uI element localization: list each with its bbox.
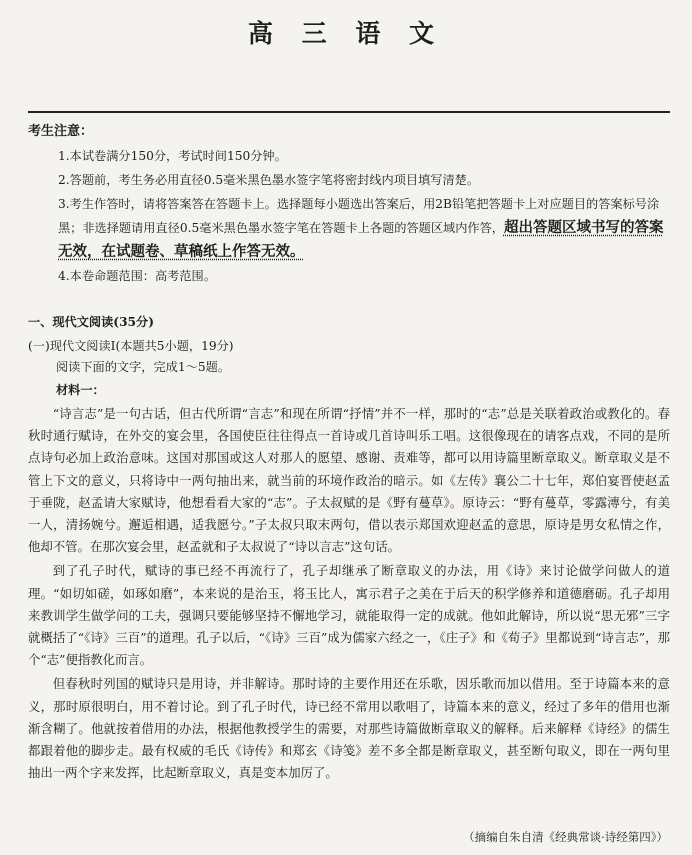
passage: [28, 403, 670, 786]
notice-item-text: 3.考生作答时，请将答案答在答题卡上。选择题每小题选出答案后，用2B铅笔把答题卡上对应题目的答案标号涂黑；非选择题请用直径0.5毫米黑色墨水签字笔在答题卡上各题的答题区域内作答，: [58, 197, 660, 235]
material-label: 材料一：: [56, 383, 105, 397]
passage-paragraph: “诗言志”是一句古话，但古代所谓“言志”和现在所谓“抒情”并不一样，那时的“志”总是关联着政治或教化的。春秋时通行赋诗，在外交的宴会里，各国使臣往往得点一首诗或几首诗叫乐工唱。这很像现在的请客点戏，不同的是所点诗句必加上政治意味。这国对那国或这人对那人的愿望、感谢、责难等，都可以用诗篇里断章取义。断章取义是不管上下文的意义，只将诗中一两句抽出来，就当前的环境作政治的暗示。如《左传》襄公二十七年，郑伯宴晋使赵孟于垂陇，赵孟请大家赋诗，他想看看大家的“志”。子太叔赋的是《野有蔓草》。原诗云：“野有蔓草，零露漙兮，有美一人，清扬婉兮。邂逅相遇，适我愿兮。”子太叔只取末两句，借以表示郑国欢迎赵孟的意思，原诗是男女私情之作，他却不管。在那次宴会里，赵孟就和子太叔说了“诗以言志”这句话。: [28, 406, 670, 555]
page-title: 高 三 语 文: [247, 19, 445, 48]
notice-item: [58, 192, 668, 264]
source-citation: （摘编自朱自清《经典常谈·诗经第四》）: [463, 830, 668, 844]
subsection-heading: (一)现代文阅读Ⅰ(本题共5小题，19分): [28, 339, 234, 353]
notice-list: [28, 144, 668, 288]
notice-item: 4.本卷命题范围：高考范围。: [58, 269, 216, 283]
passage-paragraph: 到了孔子时代，赋诗的事已经不再流行了，孔子却继承了断章取义的办法，用《诗》来讨论做学问做人的道理。“如切如磋，如琢如磨”，本来说的是治玉，将玉比人，寓示君子之美在于后天的积学修养和道德磨砺。孔子却用来教训学生做学问的工夫，强调只要能够坚持不懈地学习，就能取得一定的成就。他如此解诗，所以说“思无邪”三字就概括了“《诗》三百”的道理。孔子以后，“《诗》三百”成为儒家六经之一，《庄子》和《荀子》里都说到“诗言志”，那个“志”便指教化而言。: [28, 563, 670, 668]
instruction-text: 阅读下面的文字，完成1～5题。: [56, 360, 230, 374]
notice-block: [28, 120, 668, 288]
notice-item: 1.本试卷满分150分，考试时间150分钟。: [58, 149, 287, 163]
section-heading: 一、现代文阅读(35分): [28, 315, 154, 329]
divider: [28, 111, 670, 113]
notice-heading: 考生注意：: [28, 124, 94, 139]
notice-item-emphasis: 超出答题区域书写的答案无效，在试题卷、草稿纸上作答无效。: [58, 219, 664, 260]
notice-item: 2.答题前，考生务必用直径0.5毫米黑色墨水签字笔将密封线内项目填写清楚。: [58, 173, 480, 187]
passage-paragraph: 但春秋时列国的赋诗只是用诗，并非解诗。那时诗的主要作用还在乐歌，因乐歌而加以借用。至于诗篇本来的意义，那时原很明白，用不着讨论。到了孔子时代，诗已经不常用以歌唱了，诗篇本来的意义，经过了多年的借用也渐渐含糊了。他就按着借用的办法，根据他教授学生的需要，对那些诗篇做断章取义的解释。后来解释《诗经》的儒生都跟着他的脚步走。最有权威的毛氏《诗传》和郑玄《诗笺》差不多全都是断章取义，甚至断句取义，即在一两句里抽出一两个字来发挥，比起断章取义，真是变本加厉了。: [28, 676, 670, 781]
